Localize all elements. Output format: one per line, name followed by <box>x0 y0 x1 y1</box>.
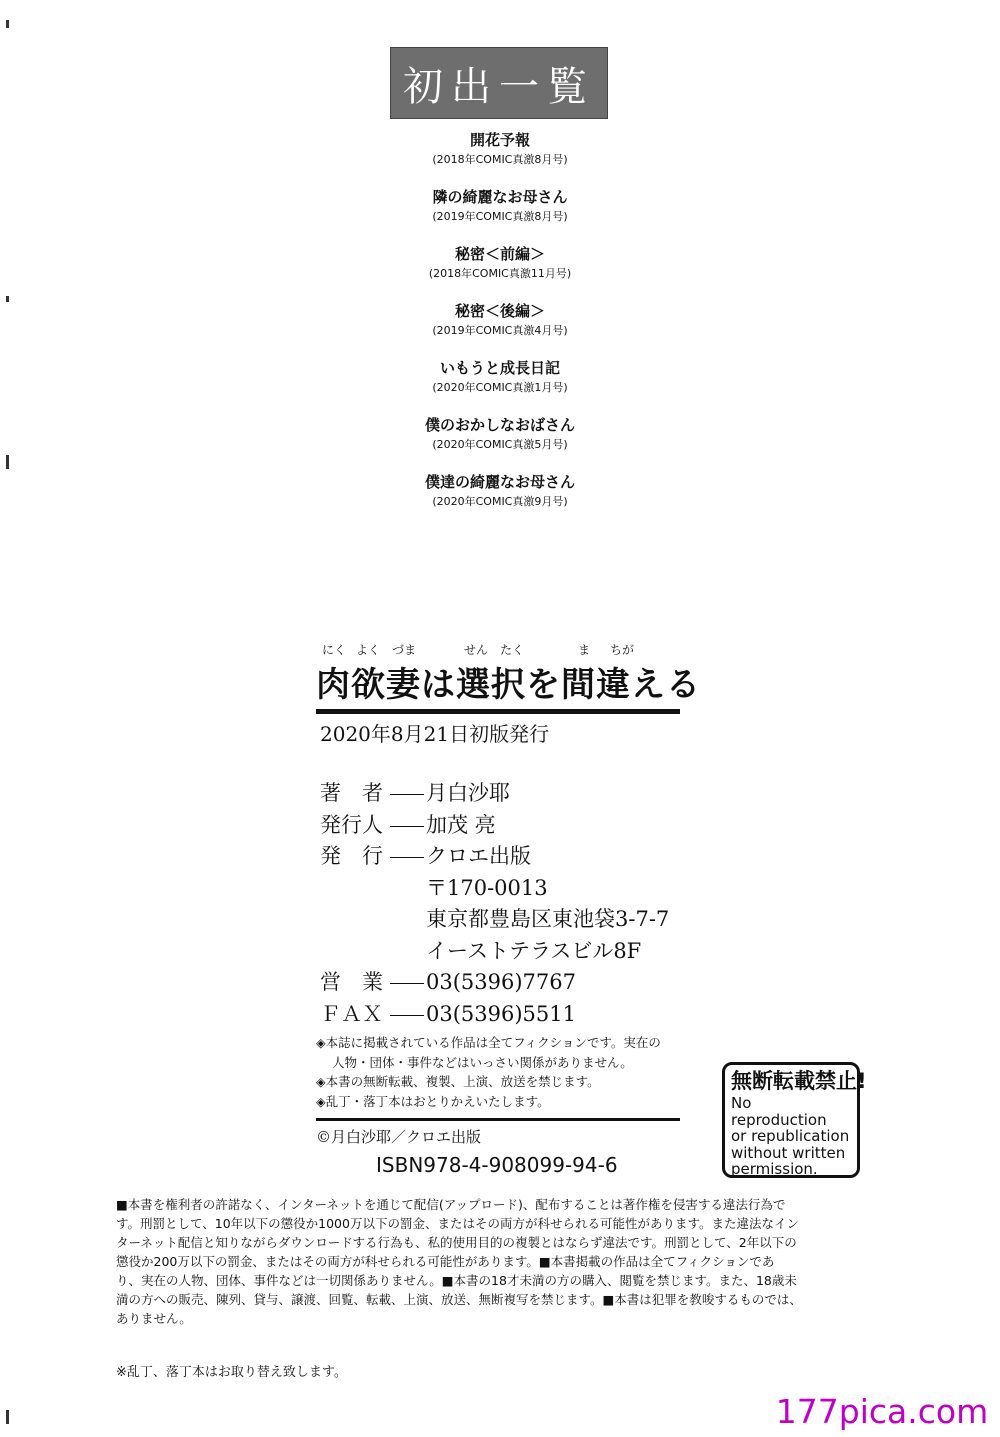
legal-line: ありません。 <box>116 1311 192 1326</box>
fax-label: ＦＡＸ <box>320 1001 383 1026</box>
author-row <box>320 778 700 810</box>
address-line-2: イーストテラスビル8F <box>426 938 642 963</box>
replacement-note: ※乱丁、落丁本はお取り替え致します。 <box>116 1365 347 1380</box>
scan-mark <box>6 1410 9 1424</box>
sales-row <box>320 967 700 999</box>
work-source: (2018年COMIC真激11月号) <box>428 267 572 280</box>
stamp-english: No reproduction <box>731 1094 827 1129</box>
divider <box>316 1118 680 1121</box>
legal-notice <box>116 1195 886 1328</box>
work-title: 僕達の綺麗なお母さん <box>424 473 575 491</box>
author-value: 月白沙耶 <box>426 781 510 805</box>
postal-code: 〒170-0013 <box>426 875 548 900</box>
ruby-text: たく <box>500 643 525 657</box>
notice-line: ◈本書の無断転載、複製、上演、放送を禁じます。 <box>316 1074 600 1089</box>
notice-line: ◈乱丁・落丁本はおとりかえいたします。 <box>316 1093 550 1109</box>
work-title: 秘密＜後編＞ <box>454 302 545 320</box>
stamp-english: without written <box>731 1143 846 1162</box>
publication-date: 2020年8月21日初版発行 <box>320 722 550 746</box>
stamp-english: or republication <box>731 1127 850 1145</box>
dash <box>390 778 426 810</box>
address-row <box>320 936 700 968</box>
work-entry <box>300 413 700 470</box>
legal-line: ターネット配信と知りながらダウンロードする行為も、私的使用目的の複製とはならず違法です。刑罰として、2年以下の <box>116 1235 797 1250</box>
work-title: 隣の綺麗なお母さん <box>432 188 568 206</box>
dash <box>390 841 426 873</box>
author-label: 著 者 <box>320 781 383 805</box>
stamp-english: permission. <box>731 1160 818 1178</box>
dash <box>390 999 426 1031</box>
work-entry <box>300 299 700 356</box>
work-entry <box>300 470 700 527</box>
work-entry <box>300 242 700 299</box>
work-source: (2019年COMIC真激8月号) <box>432 210 568 223</box>
publisher-person-value: 加茂 亮 <box>426 812 496 837</box>
publisher-label: 発 行 <box>320 844 383 868</box>
scan-mark <box>6 296 9 302</box>
notice-line: ◈本誌に掲載されている作品は全てフィクションです。実在の <box>316 1035 661 1050</box>
work-entry <box>300 128 700 185</box>
notice-line: 人物・団体・事件などはいっさい関係がありません。 <box>332 1054 633 1070</box>
first-appearance-list <box>300 128 700 527</box>
colophon-block <box>320 778 700 1030</box>
legal-line: す。刑罰として、10年以下の懲役か1000万以下の罰金、またはその両方が科せられる可能性があります。また違法なイン <box>116 1216 799 1231</box>
copyright: ©月白沙耶／クロエ出版 <box>316 1128 482 1146</box>
legal-line: り、実在の人物、団体、事件などは一切関係ありません。■本書の18才未満の方の購入、閲覧を禁じます。また、18歳未 <box>116 1273 797 1288</box>
publisher-person-row <box>320 810 700 842</box>
sales-label: 営 業 <box>320 970 383 994</box>
dash <box>390 967 426 999</box>
notice-block <box>316 1033 696 1111</box>
work-title: 僕のおかしなおばさん <box>424 416 575 434</box>
work-source: (2020年COMIC真激1月号) <box>432 381 568 394</box>
ruby-text: づま <box>392 643 417 657</box>
no-reproduction-stamp <box>722 1062 867 1178</box>
work-source: (2020年COMIC真激9月号) <box>432 495 568 508</box>
work-source: (2018年COMIC真激8月号) <box>432 153 568 166</box>
publisher-person-label: 発行人 <box>320 812 383 837</box>
ruby-text: にく <box>322 643 347 657</box>
ruby-text: よく <box>356 643 381 657</box>
ruby-text: ま <box>578 643 591 657</box>
scan-mark <box>6 20 9 28</box>
address-line-1: 東京都豊島区東池袋3-7-7 <box>426 907 670 931</box>
postal-row <box>320 873 700 905</box>
isbn: ISBN978-4-908099-94-6 <box>376 1153 618 1177</box>
header-label: 初出一覧 <box>403 63 595 110</box>
work-title: 開花予報 <box>469 131 530 149</box>
dash <box>390 810 426 842</box>
book-title: 肉欲妻は選択を間違える <box>316 665 701 705</box>
stamp-japanese: 無断転載禁止! <box>731 1069 867 1093</box>
address-row <box>320 904 700 936</box>
ruby-text: ちが <box>610 643 635 657</box>
first-appearance-header <box>390 47 608 119</box>
work-source: (2020年COMIC真激5月号) <box>432 438 568 451</box>
work-entry <box>300 185 700 242</box>
title-rule <box>316 709 680 714</box>
work-entry <box>300 356 700 413</box>
publisher-value: クロエ出版 <box>426 844 531 868</box>
sales-phone: 03(5396)7767 <box>426 970 576 994</box>
legal-line: 満の方への販売、陳列、貸与、譲渡、回覧、転載、上演、放送、無断複写を禁じます。■本書は犯罪を教唆するものでは、 <box>116 1292 802 1307</box>
legal-line: ■本書を権利者の許諾なく、インターネットを通じて配信(アップロード)、配布することは著作権を侵害する違法行為で <box>116 1197 786 1212</box>
work-title: 秘密＜前編＞ <box>454 245 545 263</box>
publisher-row <box>320 841 700 873</box>
site-watermark: 177pica.com <box>772 1390 992 1432</box>
ruby-text: せん <box>464 643 489 657</box>
legal-line: 懲役か200万以下の罰金、またはその両方が科せられる可能性があります。■本書掲載の作品は全てフィクションであ <box>116 1254 775 1269</box>
fax-row <box>320 999 700 1031</box>
scan-mark <box>6 455 9 469</box>
work-source: (2019年COMIC真激4月号) <box>432 324 568 337</box>
work-title: いもうと成長日記 <box>439 359 560 377</box>
fax-number: 03(5396)5511 <box>426 1001 576 1026</box>
